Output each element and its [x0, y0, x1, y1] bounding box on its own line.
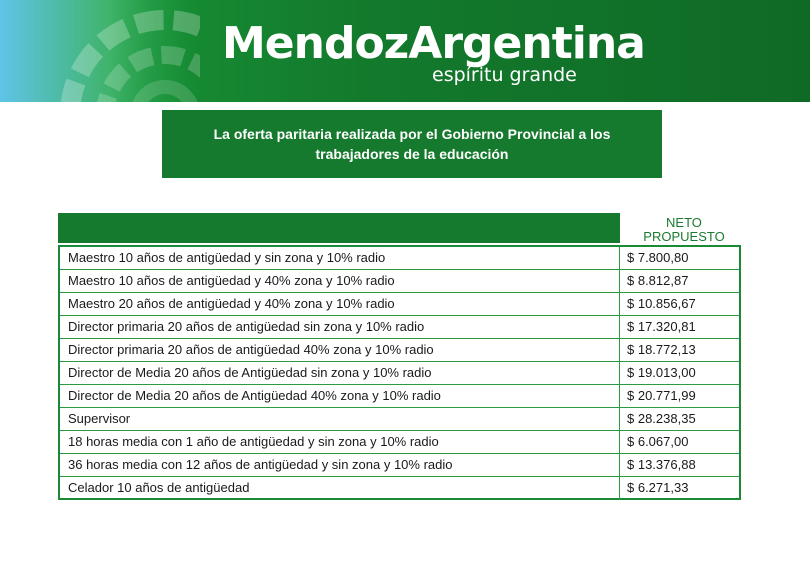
row-description: 36 horas media con 12 años de antigüedad y sin zona y 10% radio	[60, 454, 620, 476]
salary-table	[58, 245, 741, 500]
row-value: $ 8.812,87	[627, 273, 689, 288]
table-row	[60, 339, 739, 362]
table-header-bar	[58, 213, 620, 243]
row-value: $ 28.238,35	[627, 411, 696, 426]
table-row	[60, 385, 739, 408]
table-row	[60, 362, 739, 385]
row-description: Supervisor	[60, 408, 620, 430]
row-value: $ 10.856,67	[627, 296, 696, 311]
column-header-line2: PROPUESTO	[643, 229, 725, 244]
column-header-line1: NETO	[666, 215, 702, 230]
table-row	[60, 454, 739, 477]
table-row	[60, 270, 739, 293]
row-value: $ 19.013,00	[627, 365, 696, 380]
logo-tagline: espíritu grande	[432, 64, 577, 86]
logo-wordmark: MendozArgentina	[222, 18, 645, 69]
row-description: Maestro 20 años de antigüedad y 40% zona y 10% radio	[60, 293, 620, 315]
table-row	[60, 431, 739, 454]
row-description: 18 horas media con 1 año de antigüedad y sin zona y 10% radio	[60, 431, 620, 453]
row-description: Director de Media 20 años de Antigüedad 40% zona y 10% radio	[60, 385, 620, 407]
table-row	[60, 408, 739, 431]
row-value: $ 18.772,13	[627, 342, 696, 357]
column-header-neto-propuesto	[626, 216, 742, 244]
row-value: $ 6.271,33	[627, 480, 689, 495]
row-description: Director primaria 20 años de antigüedad sin zona y 10% radio	[60, 316, 620, 338]
row-description: Maestro 10 años de antigüedad y sin zona y 10% radio	[60, 247, 620, 269]
row-description: Celador 10 años de antigüedad	[60, 477, 620, 500]
subtitle-text: La oferta paritaria realizada por el Gobierno Provincial a los trabajadores de la educación	[213, 126, 611, 162]
row-value: $ 20.771,99	[627, 388, 696, 403]
row-value: $ 7.800,80	[627, 250, 689, 265]
row-description: Maestro 10 años de antigüedad y 40% zona y 10% radio	[60, 270, 620, 292]
row-value: $ 17.320,81	[627, 319, 696, 334]
row-value: $ 13.376,88	[627, 457, 696, 472]
table-row	[60, 316, 739, 339]
row-value: $ 6.067,00	[627, 434, 689, 449]
row-description: Director de Media 20 años de Antigüedad sin zona y 10% radio	[60, 362, 620, 384]
table-row	[60, 293, 739, 316]
header-banner	[0, 0, 810, 102]
row-description: Director primaria 20 años de antigüedad 40% zona y 10% radio	[60, 339, 620, 361]
table-row	[60, 247, 739, 270]
decorative-arcs-icon	[0, 0, 200, 102]
table-row	[60, 477, 739, 500]
subtitle-box	[162, 110, 662, 178]
